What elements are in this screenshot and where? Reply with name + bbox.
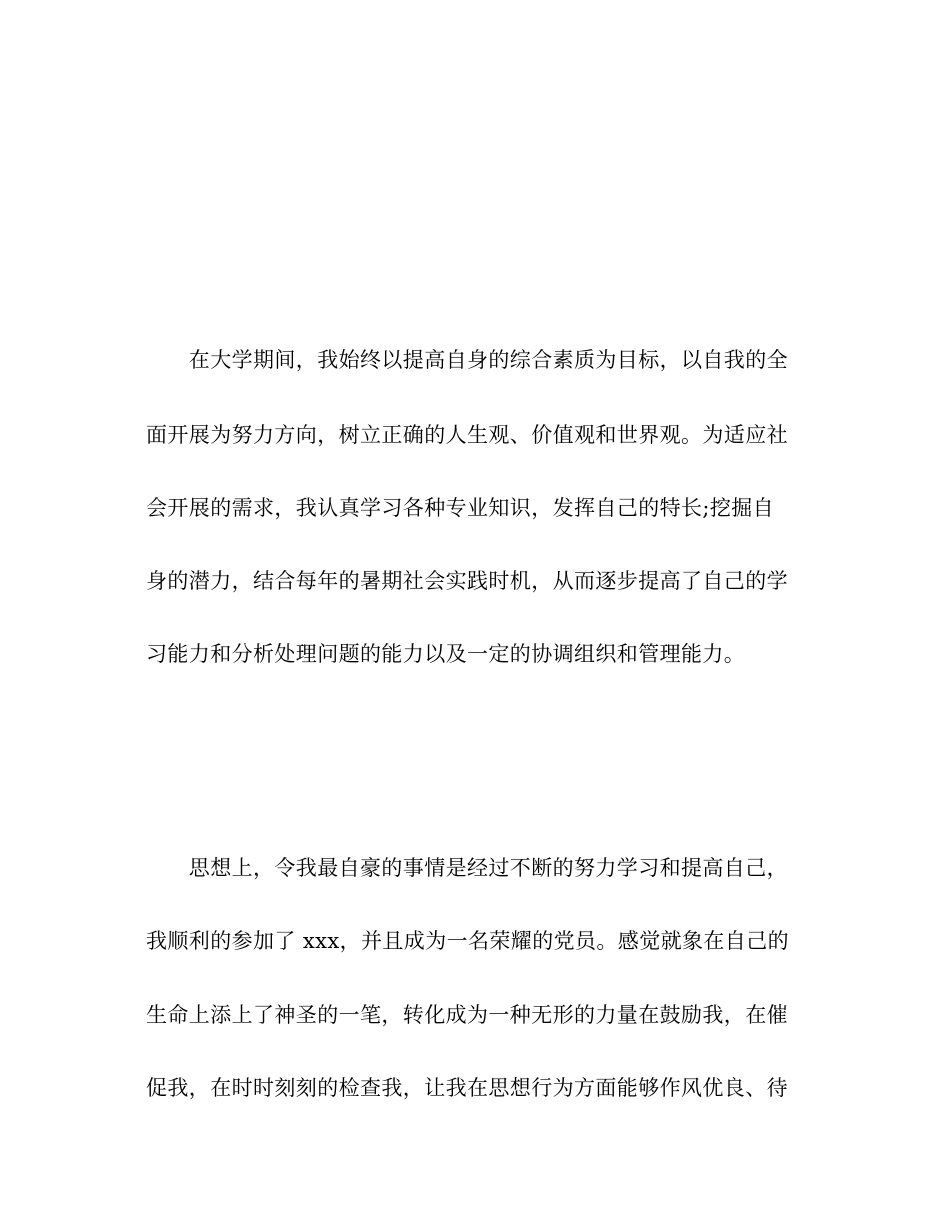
- paragraph-line: 身的潜力，结合每年的暑期社会实践时机，从而逐步提高了自己的学: [146, 569, 788, 593]
- paragraph-line: 会开展的需求，我认真学习各种专业知识，发挥自己的特长;挖掘自: [146, 496, 775, 520]
- paragraph-line: 在大学期间，我始终以提高自身的综合素质为目标，以自我的全: [146, 348, 788, 372]
- paragraph-line: 面开展为努力方向，树立正确的人生观、价值观和世界观。为适应社: [146, 423, 788, 447]
- paragraph-line: 促我，在时时刻刻的检查我，让我在思想行为方面能够作风优良、待: [146, 1076, 788, 1100]
- paragraph-line: 思想上，令我最自豪的事情是经过不断的努力学习和提高自己，: [146, 856, 788, 880]
- paragraph-line: 我顺利的参加了 xxx，并且成为一名荣耀的党员。感觉就象在自己的: [146, 929, 790, 953]
- paragraph-line: 习能力和分析处理问题的能力以及一定的协调组织和管理能力。: [146, 642, 746, 666]
- paragraph-line: 生命上添上了神圣的一笔，转化成为一种无形的力量在鼓励我，在催: [146, 1003, 788, 1027]
